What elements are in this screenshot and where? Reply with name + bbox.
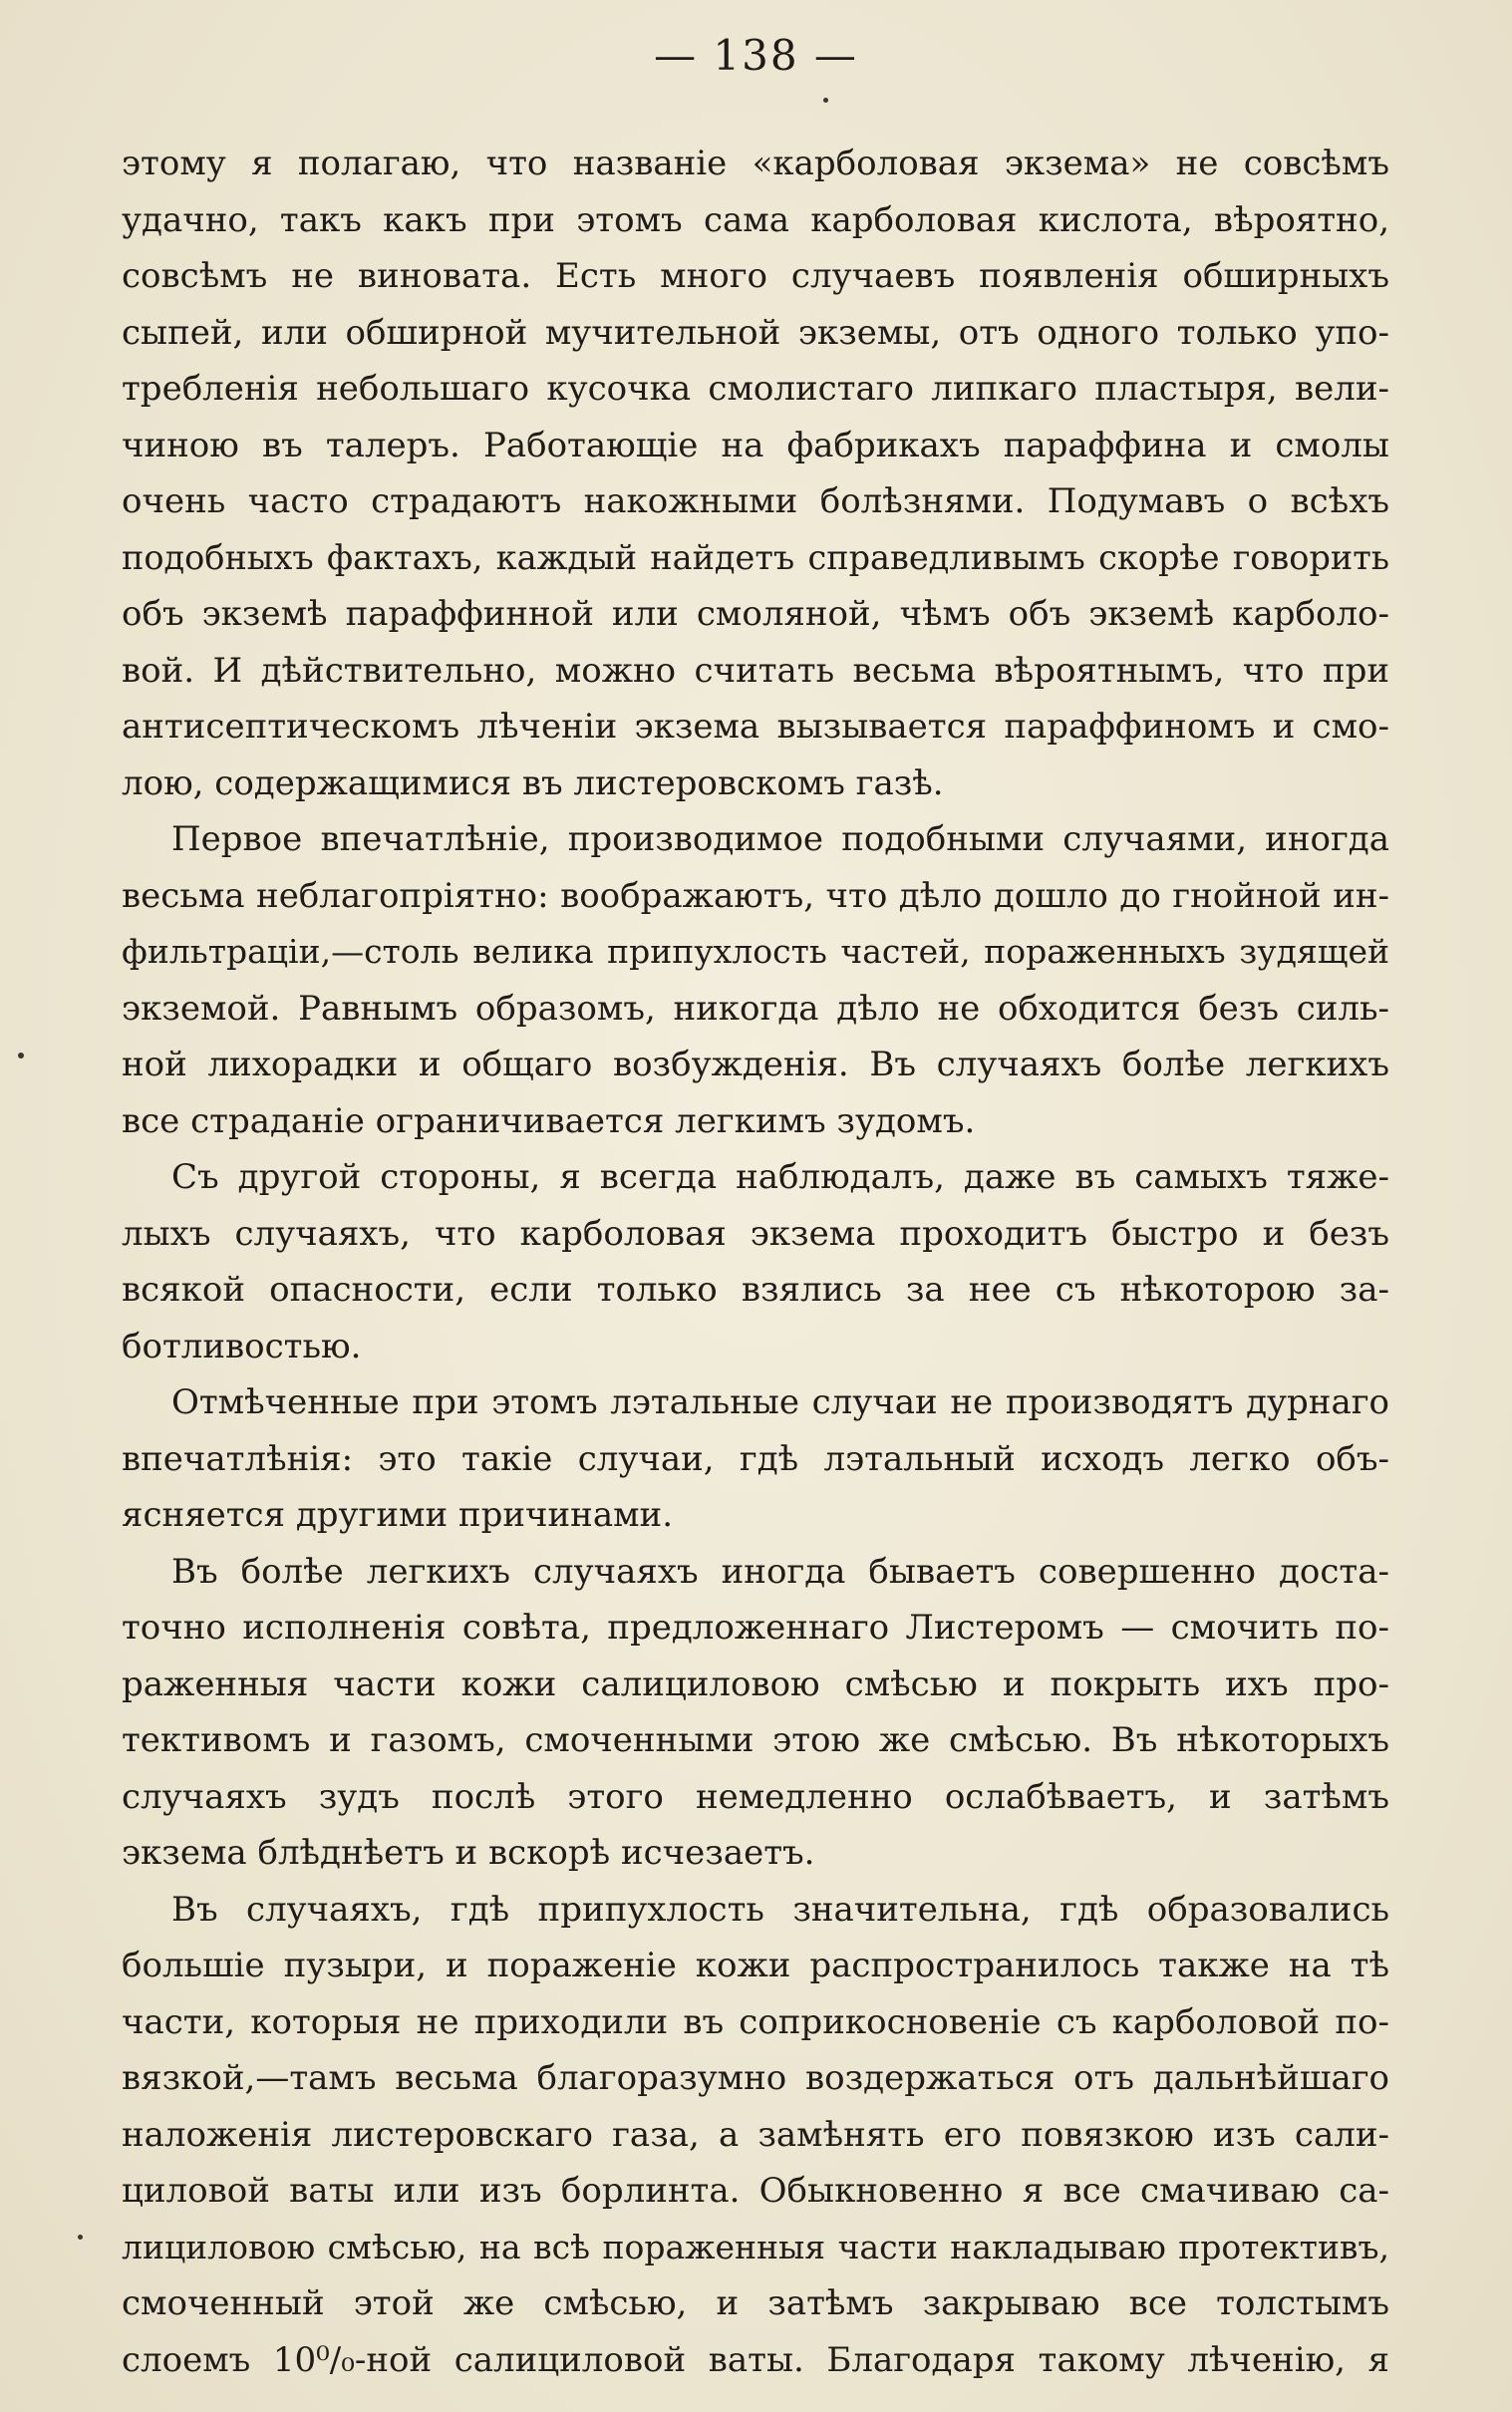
text-line: объ экземѣ параффинной или смоляной, чѣмъ объ экземѣ карболо-: [122, 594, 1389, 634]
text-line: ной лихорадки и общаго возбужденія. Въ случаяхъ болѣе легкихъ: [122, 1045, 1389, 1084]
text-line: вой. И дѣйствительно, можно считать весьма вѣроятнымъ, что при: [122, 650, 1389, 691]
text-line: всякой опасности, если только взялись за нее съ нѣкоторою за-: [122, 1270, 1389, 1310]
body-text: [122, 136, 1389, 2388]
text-line: большіе пузыри, и пораженіе кожи распространилось также на тѣ: [122, 1946, 1389, 1985]
text-line: очень часто страдаютъ накожными болѣзнями. Подумавъ о всѣхъ: [122, 481, 1389, 521]
text-line: наложенія листеровскаго газа, а замѣнять его повязкою изъ сали-: [122, 2114, 1389, 2155]
text-line: чиною въ талеръ. Работающіе на фабрикахъ параффина и смолы: [122, 425, 1389, 465]
text-line: фильтраціи,—столь велика припухлость частей, пораженныхъ зудящей: [122, 932, 1389, 971]
text-line: совсѣмъ не виновата. Есть много случаевъ появленія обширныхъ: [122, 256, 1389, 296]
text-line: раженныя части кожи салициловою смѣсью и покрыть ихъ про-: [122, 1663, 1389, 1704]
text-line: случаяхъ зудъ послѣ этого немедленно ослабѣваетъ, и затѣмъ: [122, 1776, 1389, 1817]
text-line: подобныхъ фактахъ, каждый найдетъ справедливымъ скорѣе говорить: [122, 537, 1389, 577]
text-line: этому я полагаю, что названіе «карболовая экзема» не совсѣмъ: [122, 144, 1389, 183]
text-line: требленія небольшаго кусочка смолистаго липкаго пластыря, вели-: [122, 369, 1389, 409]
text-line: Въ болѣе легкихъ случаяхъ иногда бываетъ совершенно доста-: [171, 1551, 1389, 1592]
text-line: Первое впечатлѣніе, производимое подобными случаями, иногда: [171, 819, 1389, 859]
text-line: весьма неблагопріятно: воображаютъ, что дѣло дошло до гнойной ин-: [122, 875, 1389, 916]
text-line: антисептическомъ лѣченіи экзема вызывается параффиномъ и смо-: [122, 707, 1389, 747]
text-line: экзема блѣднѣетъ и вскорѣ исчезаетъ.: [122, 1833, 815, 1873]
text-line: Въ случаяхъ, гдѣ припухлость значительна, гдѣ образовались: [171, 1889, 1389, 1930]
text-line: экземой. Равнымъ образомъ, никогда дѣло не обходится безъ силь-: [122, 988, 1389, 1029]
text-line: впечатлѣнія: это такіе случаи, гдѣ лэтальный исходъ легко объ-: [122, 1438, 1389, 1479]
text-line: циловой ваты или изъ борлинта. Обыкновенно я все смачиваю са-: [122, 2171, 1389, 2211]
text-line: лою, содержащимися въ листеровскомъ газѣ.: [122, 762, 944, 803]
print-speck: [18, 1053, 24, 1058]
text-line: ботливостью.: [122, 1326, 362, 1366]
text-line: смоченный этой же смѣсью, и затѣмъ закрываю все толстымъ: [122, 2283, 1389, 2323]
text-line: части, которыя не приходили въ соприкосновеніе съ карболовой по-: [122, 2001, 1389, 2042]
text-line: ясняется другими причинами.: [122, 1495, 673, 1535]
text-line: вязкой,—тамъ весьма благоразумно воздержаться отъ дальнѣйшаго: [122, 2058, 1389, 2098]
text-line: Съ другой стороны, я всегда наблюдалъ, даже въ самыхъ тяже-: [171, 1157, 1389, 1197]
text-line: лициловою смѣсью, на всѣ пораженныя части накладываю протективъ,: [122, 2227, 1389, 2266]
text-line: тективомъ и газомъ, смоченными этою же смѣсью. Въ нѣкоторыхъ: [122, 1720, 1389, 1760]
text-line: точно исполненія совѣта, предложеннаго Листеромъ — смочить по-: [122, 1608, 1389, 1648]
text-line: лыхъ случаяхъ, что карболовая экзема проходитъ быстро и безъ: [122, 1213, 1389, 1254]
text-line: все страданіе ограничивается легкимъ зудомъ.: [122, 1100, 976, 1141]
text-line: сыпей, или обширной мучительной экземы, отъ одного только упо-: [122, 312, 1389, 353]
print-speck: [823, 98, 828, 103]
print-speck: [78, 2235, 83, 2240]
text-line: слоемъ 10⁰/₀-ной салициловой ваты. Благодаря такому лѣченію, я: [122, 2339, 1389, 2380]
page-number: — 138 —: [654, 31, 858, 80]
text-line: Отмѣченные при этомъ лэтальные случаи не производятъ дурнаго: [171, 1382, 1389, 1422]
text-line: удачно, такъ какъ при этомъ сама карболовая кислота, вѣроятно,: [122, 199, 1389, 240]
